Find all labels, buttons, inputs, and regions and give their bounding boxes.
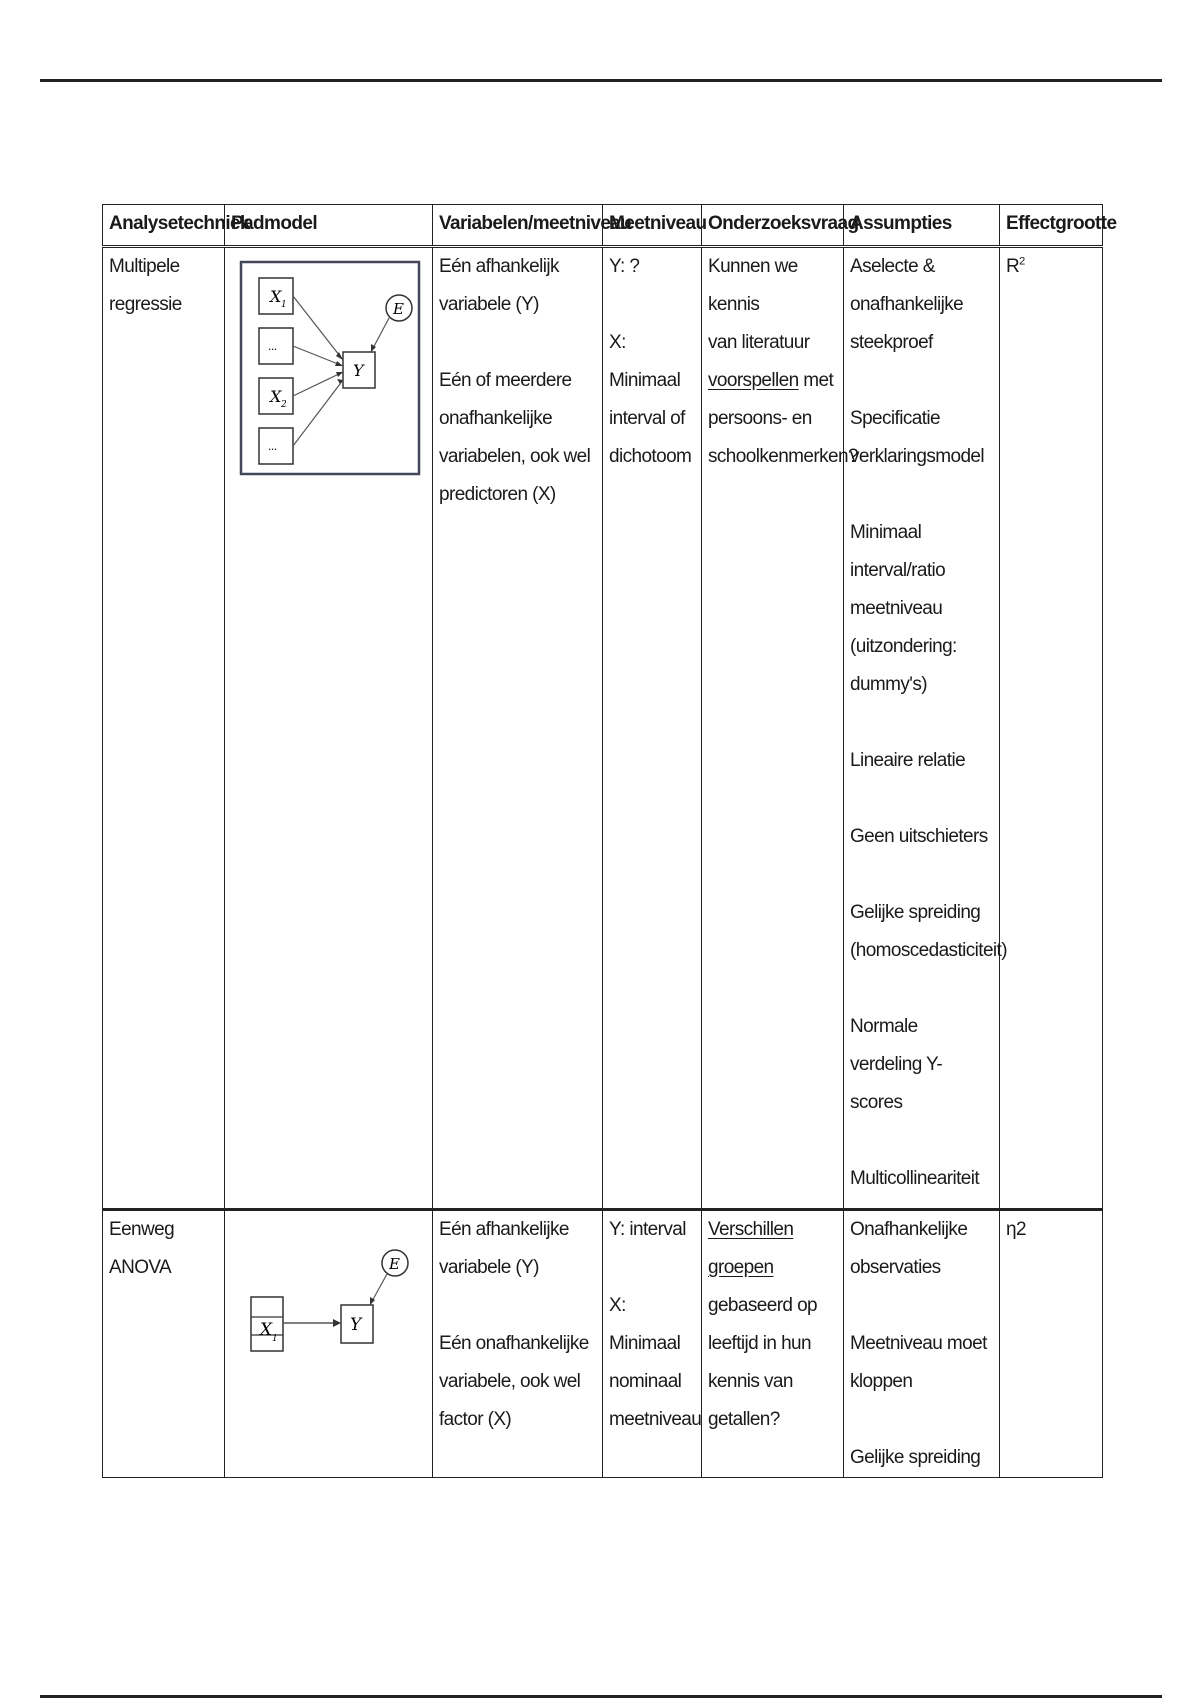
levels-line: X: Minimaal [609, 1295, 681, 1354]
arrowhead [333, 1319, 341, 1327]
variables-line: variabele (Y) [439, 1257, 539, 1278]
effect-size-cell [1000, 1210, 1103, 1478]
effect-size-superscript: 2 [1019, 255, 1025, 268]
assumption-line: Multicollineariteit [850, 1168, 980, 1189]
arrow-ellipsis1-to-y [293, 346, 343, 366]
error-label-e: E [393, 300, 404, 318]
assumption-line: (uitzondering: [850, 636, 957, 657]
path-model-cell [225, 247, 433, 1210]
question-line: van literatuur [708, 332, 810, 353]
header-assumpties: Assumpties [844, 205, 1000, 247]
variables-line: variabele (Y) [439, 294, 539, 315]
variables-line: predictoren (X) [439, 484, 556, 505]
question-underlined-word: voorspellen [708, 370, 799, 391]
question-line-rest: met [798, 370, 834, 391]
assumption-line: Minimaal [850, 522, 922, 543]
header-row [103, 205, 1103, 247]
assumption-line: kloppen [850, 1371, 913, 1392]
arrow-x1-to-y [293, 296, 343, 360]
path-model-cell [225, 1210, 433, 1478]
variables-line: factor (X) [439, 1409, 512, 1430]
arrow-x2-to-y [293, 372, 343, 396]
predictor-subscript-1: 1 [272, 1334, 278, 1344]
multiple-regression-path-diagram [231, 248, 421, 488]
header-onderzoeksvraag: Onderzoeksvraag [702, 205, 844, 247]
table-row-multiple-regression [103, 247, 1103, 1210]
assumption-line: Geen uitschieters [850, 826, 988, 847]
assumption-line: Meetniveau moet [850, 1333, 987, 1354]
variables-cell [433, 247, 603, 1210]
arrowhead [336, 372, 343, 377]
one-way-anova-path-diagram [231, 1211, 421, 1381]
error-label-e: E [389, 1255, 400, 1273]
assumption-line: dummy's) [850, 674, 927, 695]
top-rule [40, 79, 1162, 82]
variables-line: Eén onafhankelijke [439, 1333, 589, 1354]
assumption-line: meetniveau [850, 598, 943, 619]
bottom-rule [40, 1695, 1162, 1698]
arrow-ellipsis2-to-y [293, 380, 343, 446]
question-line [708, 362, 837, 400]
header-padmodel: Padmodel [225, 205, 433, 247]
question-line: persoons- en [708, 408, 812, 429]
predictor-label-x1: X [260, 1320, 272, 1340]
assumption-line: interval/ratio [850, 560, 946, 581]
outcome-label-y: Y [350, 1315, 361, 1335]
technique-line: regressie [109, 294, 182, 315]
header-meetniveau: Meetniveau [603, 205, 702, 247]
variables-line: Eén afhankelijke [439, 1219, 569, 1240]
question-line: gebaseerd op [708, 1295, 818, 1316]
variables-line: Eén of meerdere [439, 370, 572, 391]
assumption-line: scores [850, 1092, 903, 1113]
variables-line: variabele, ook wel [439, 1371, 581, 1392]
assumptions-cell [844, 247, 1007, 1210]
assumption-line: onafhankelijke [850, 294, 964, 315]
predictor-ellipsis-1: ... [268, 340, 277, 353]
levels-line: nominaal [609, 1371, 682, 1392]
assumption-line: observaties [850, 1257, 941, 1278]
variables-line: Eén afhankelijk [439, 256, 559, 277]
assumption-line: verklaringsmodel [850, 446, 985, 467]
analysis-techniques-table [102, 204, 1117, 1478]
table-row-one-way-anova [103, 1210, 1103, 1478]
variables-cell [433, 1210, 603, 1478]
levels-line: X: Minimaal [609, 332, 681, 391]
assumption-line: (homoscedasticiteit) [850, 940, 1007, 961]
question-line: schoolkenmerken? [708, 446, 858, 467]
levels-line: Y: ? [609, 256, 640, 277]
levels-line: Y: interval [609, 1219, 686, 1240]
assumption-line: Aselecte & [850, 256, 935, 277]
question-line: getallen? [708, 1409, 780, 1430]
levels-line: interval of [609, 408, 685, 429]
effect-size-eta: η2 [1006, 1219, 1026, 1240]
predictor-subscript-2: 2 [281, 400, 287, 410]
predictor-label-x2: X [270, 387, 281, 406]
predictor-label-x1: X [270, 287, 281, 306]
header-analysetechniek: Analysetechniek [103, 205, 225, 247]
levels-line: meetniveau [609, 1409, 702, 1430]
predictor-ellipsis-2: ... [268, 440, 277, 453]
variables-line: variabelen, ook wel [439, 446, 591, 467]
question-cell [702, 247, 858, 1210]
question-line: Kunnen we kennis [708, 256, 798, 315]
assumption-line: Gelijke spreiding [850, 1447, 981, 1468]
technique-line: Eenweg ANOVA [109, 1219, 175, 1278]
assumption-line: Lineaire relatie [850, 750, 966, 771]
question-cell [702, 1210, 844, 1478]
assumption-line: Normale verdeling Y- [850, 1016, 943, 1075]
technique-cell [103, 247, 225, 1210]
variables-line: onafhankelijke [439, 408, 553, 429]
header-variabelen-meetniveau: Variabelen/meetniveau [433, 205, 603, 247]
effect-size-base: R [1006, 256, 1020, 277]
effect-size-cell [1000, 247, 1103, 1210]
assumption-line: Onafhankelijke [850, 1219, 968, 1240]
levels-line: dichotoom [609, 446, 692, 467]
levels-cell [603, 1210, 702, 1478]
question-underlined-line: Verschillen groepen [708, 1219, 794, 1278]
question-line: kennis van [708, 1371, 793, 1392]
predictor-subscript-1: 1 [281, 300, 287, 310]
question-line: leeftijd in hun [708, 1333, 811, 1354]
technique-cell [103, 1210, 225, 1478]
assumption-line: steekproef [850, 332, 933, 353]
arrow-e-to-y [371, 1274, 387, 1303]
header-effectgrootte: Effectgrootte [1000, 205, 1103, 247]
arrowhead [335, 361, 343, 366]
outcome-label-y: Y [353, 361, 363, 380]
assumption-line: Specificatie [850, 408, 940, 429]
levels-cell [603, 247, 702, 1210]
technique-line: Multipele [109, 256, 180, 277]
assumptions-cell [844, 1210, 1000, 1478]
assumption-line: Gelijke spreiding [850, 902, 981, 923]
